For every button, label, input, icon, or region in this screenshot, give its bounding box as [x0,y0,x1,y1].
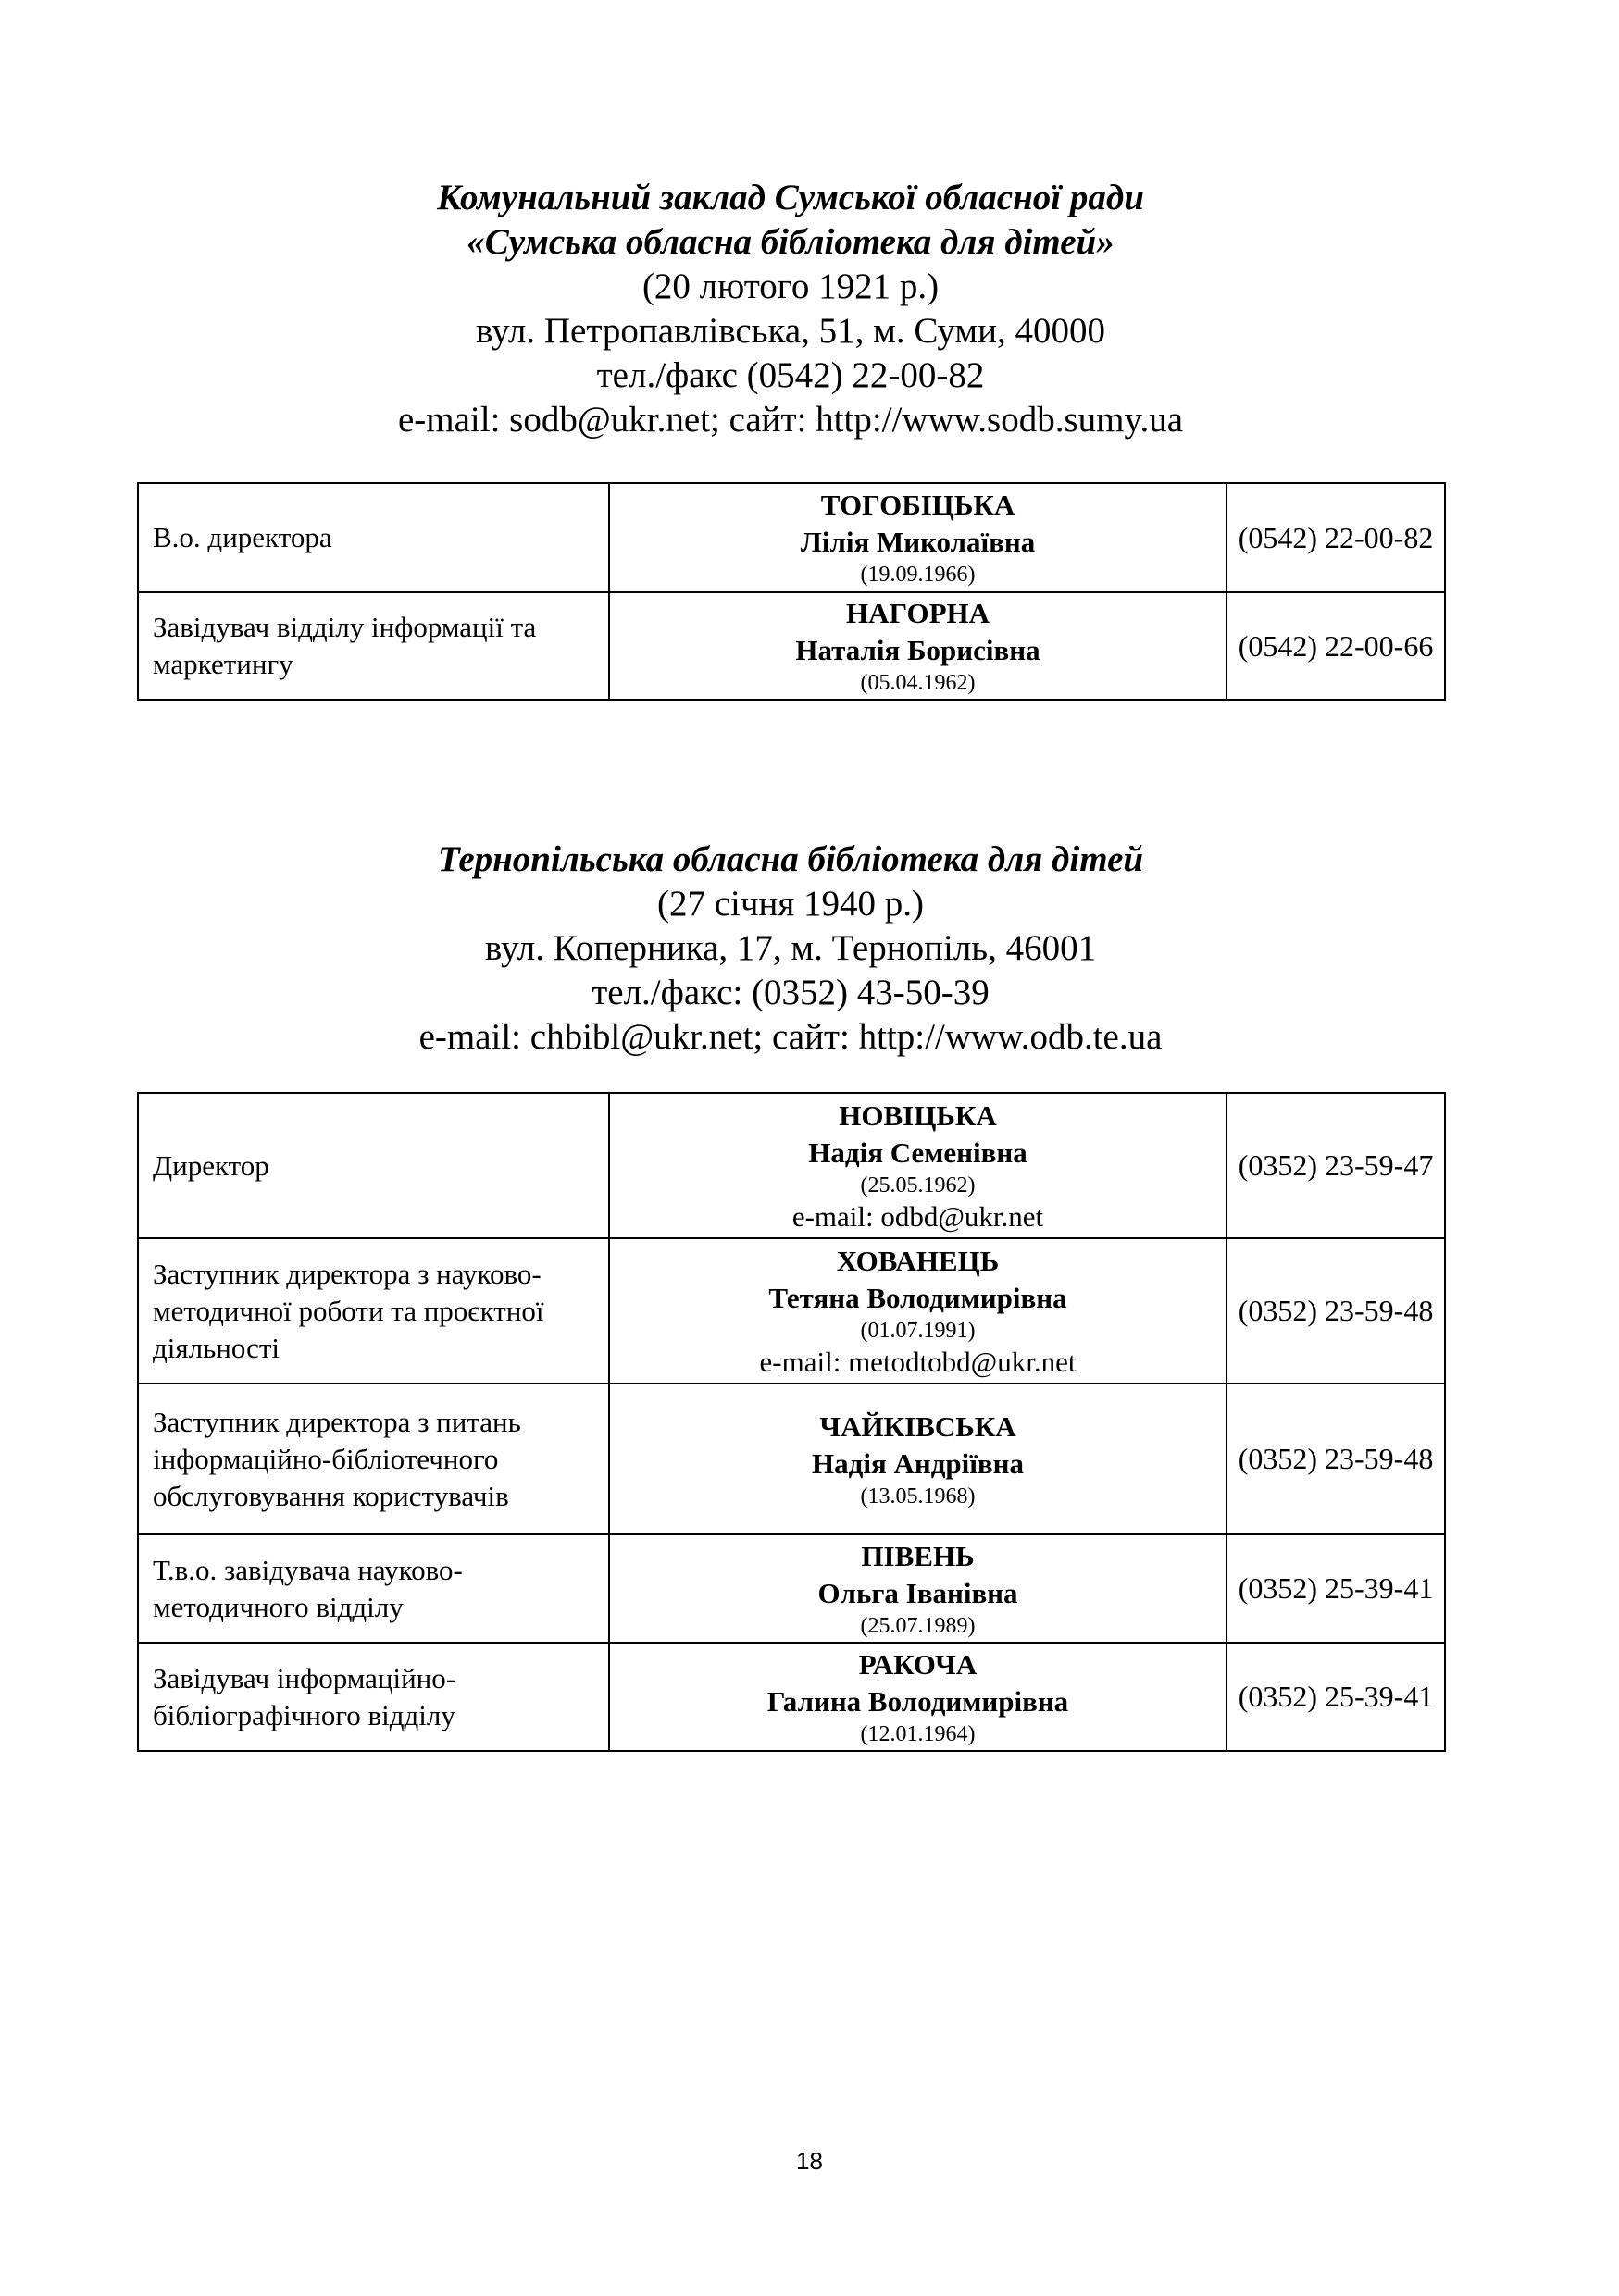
phone-cell: (0352) 23-59-48 [1227,1238,1445,1384]
institution-title-line1: Комунальний заклад Сумської обласної ради [437,178,1144,217]
phone-cell: (0352) 23-59-48 [1227,1384,1445,1534]
table-row [138,483,1445,592]
position-cell: Т.в.о. завідувача науково-методичного відділу [138,1534,609,1643]
surname: РАКОЧА [858,1647,978,1681]
phone-cell: (0542) 22-00-66 [1227,592,1445,700]
birth-date: (13.05.1968) [860,1483,976,1508]
surname: НАГОРНА [846,597,990,629]
founded-date: (20 лютого 1921 р.) [641,267,940,306]
position-cell: Заступник директора з науково-методичної роботи та проєктної діяльності [138,1238,609,1384]
given-names: Наталія Борисівна [795,634,1040,666]
institution-header-ternopil [137,838,1444,1060]
given-names: Надія Андріївна [812,1446,1024,1480]
phone-cell: (0352) 25-39-41 [1227,1643,1445,1751]
given-names: Ольга Іванівна [817,1576,1018,1609]
position-cell: Заступник директора з питань інформаційно-бібліотечного обслуговування користувачів [138,1384,609,1534]
page-number: 18 [796,2147,823,2175]
address: вул. Петропавлівська, 51, м. Суми, 40000 [476,311,1105,351]
birth-date: (01.07.1991) [860,1318,976,1343]
email-website: e-mail: sodb@ukr.net; сайт: http://www.sodb.sumy.ua [397,400,1184,440]
person-email: e-mail: metodtobd@ukr.net [759,1345,1077,1378]
birth-date: (05.04.1962) [860,671,976,695]
given-names: Галина Володимирівна [766,1684,1069,1718]
surname: ХОВАНЕЦЬ [836,1244,1000,1277]
position-cell: Директор [138,1093,609,1238]
table-row [138,592,1445,700]
person-cell [609,1384,1227,1534]
person-cell [609,1093,1227,1238]
person-cell [609,592,1227,700]
birth-date: (12.01.1964) [860,1721,976,1746]
person-cell [609,1643,1227,1751]
position-cell: Завідувач відділу інформації та маркетингу [138,592,609,700]
given-names: Надія Семенівна [808,1136,1027,1169]
birth-date: (19.09.1966) [860,563,976,587]
table-row [138,1534,1445,1643]
position-cell: Завідувач інформаційно-бібліографічного відділу [138,1643,609,1751]
given-names: Лілія Миколаївна [800,526,1036,558]
phone-cell: (0542) 22-00-82 [1227,483,1445,592]
position-cell: В.о. директора [138,483,609,592]
phone-cell: (0352) 25-39-41 [1227,1534,1445,1643]
institution-title-line2: «Сумська обласна бібліотека для дітей» [467,222,1115,262]
founded-date: (27 січня 1940 р.) [656,884,925,924]
given-names: Тетяна Володимирівна [768,1281,1067,1314]
staff-table-sumy [137,482,1446,701]
phone-fax: тел./факс: (0352) 43-50-39 [592,973,990,1012]
surname: ПІВЕНЬ [861,1539,975,1572]
person-cell [609,1238,1227,1384]
surname: ТОГОБІЦЬКА [820,489,1015,521]
surname: ЧАЙКІВСЬКА [819,1409,1016,1443]
surname: НОВІЦЬКА [839,1098,997,1132]
email-website: e-mail: chbibl@ukr.net; сайт: http://www.odb.te.ua [418,1017,1163,1057]
table-row [138,1384,1445,1534]
phone-cell: (0352) 23-59-47 [1227,1093,1445,1238]
staff-table-ternopil [137,1092,1446,1752]
table-row [138,1238,1445,1384]
birth-date: (25.05.1962) [860,1173,976,1198]
address: вул. Коперника, 17, м. Тернопіль, 46001 [484,928,1097,968]
person-cell [609,483,1227,592]
person-cell [609,1534,1227,1643]
institution-title-line1: Тернопільська обласна бібліотека для дітей [437,839,1144,879]
phone-fax: тел./факс (0542) 22-00-82 [596,355,985,395]
person-email: e-mail: odbd@ukr.net [791,1199,1044,1233]
institution-header-sumy [137,176,1444,442]
table-row [138,1643,1445,1751]
birth-date: (25.07.1989) [860,1613,976,1638]
table-row [138,1093,1445,1238]
